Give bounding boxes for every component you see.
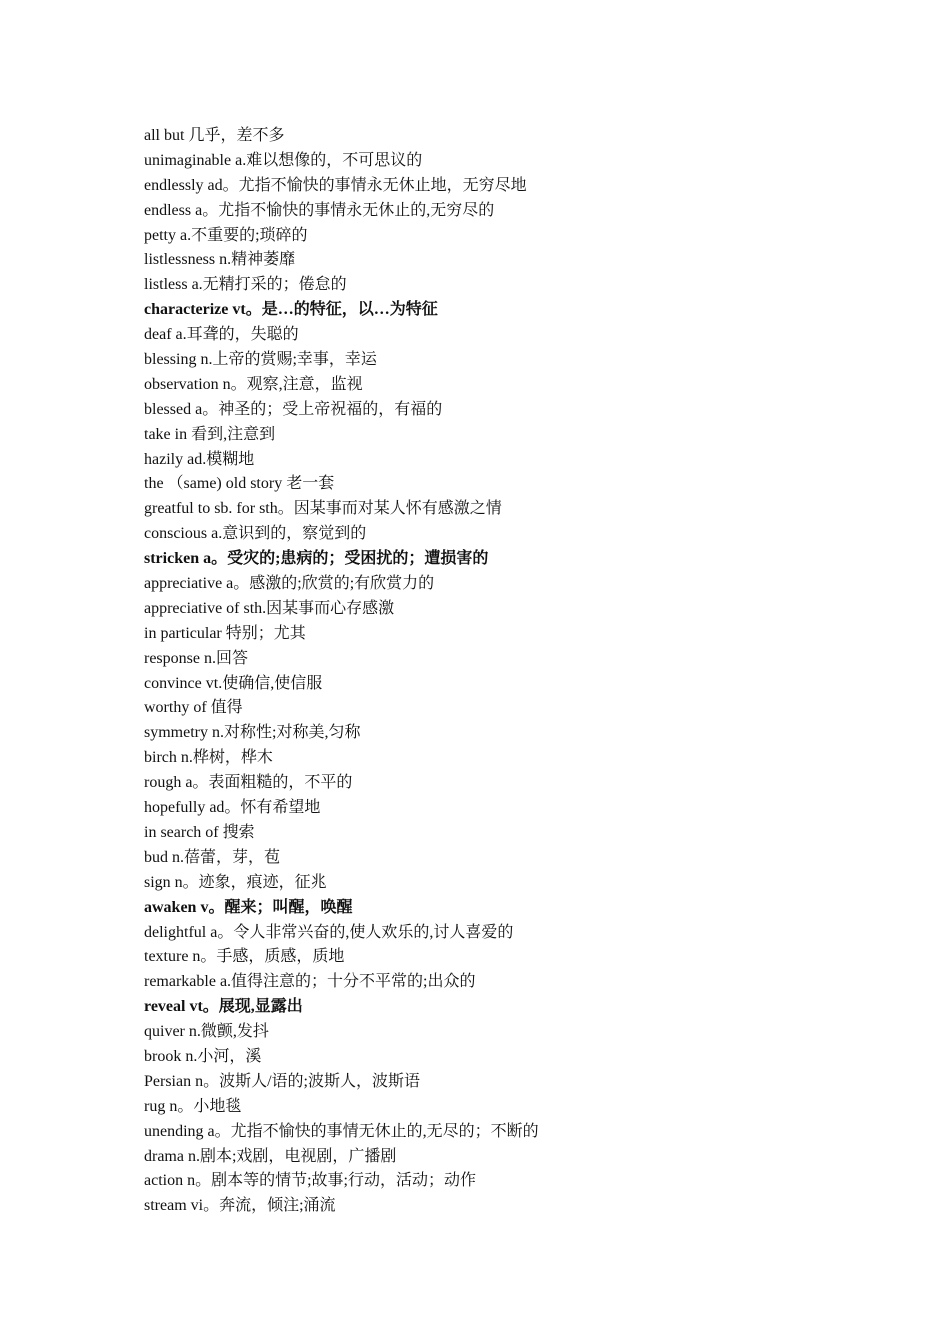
vocab-entry: reveal vt。展现,显露出 (144, 998, 303, 1016)
vocab-entry: convince vt.使确信,使信服 (144, 674, 323, 692)
vocab-entry: remarkable a.值得注意的；十分不平常的;出众的 (144, 973, 476, 991)
vocab-entry: all but 几乎，差不多 (144, 127, 285, 144)
vocab-entry: blessed a。神圣的；受上帝祝福的，有福的 (144, 400, 443, 418)
vocab-entry: bud n.蓓蕾，芽，苞 (144, 848, 281, 866)
vocab-entry: blessing n.上帝的赏赐;幸事，幸运 (144, 351, 377, 369)
vocab-entry: drama n.剧本;戏剧，电视剧，广播剧 (144, 1147, 397, 1165)
vocab-entry: endlessly ad。尤指不愉快的事情永无休止地，无穷尽地 (144, 176, 527, 194)
vocab-entry: Persian n。波斯人/语的;波斯人，波斯语 (144, 1072, 420, 1090)
vocab-entry: sign n。迹象，痕迹，征兆 (144, 873, 327, 891)
vocab-entry: the （same) old story 老一套 (144, 475, 335, 493)
vocab-entry: delightful a。令人非常兴奋的,使人欢乐的,讨人喜爱的 (144, 923, 514, 941)
vocab-entry: appreciative a。感激的;欣赏的;有欣赏力的 (144, 575, 435, 593)
vocab-entry: symmetry n.对称性;对称美,匀称 (144, 724, 361, 742)
vocab-entry: observation n。观察,注意，监视 (144, 375, 363, 393)
vocab-entry: quiver n.微颤,发抖 (144, 1023, 269, 1041)
vocab-entry: listlessness n.精神萎靡 (144, 251, 296, 269)
vocab-entry: hazily ad.模糊地 (144, 450, 255, 468)
vocab-entry: response n.回答 (144, 649, 248, 667)
vocab-entry: awaken v。醒来；叫醒，唤醒 (144, 898, 353, 916)
vocab-entry: rough a。表面粗糙的，不平的 (144, 774, 353, 792)
vocab-entry: hopefully ad。怀有希望地 (144, 799, 321, 817)
vocab-entry: worthy of 值得 (144, 699, 243, 717)
vocab-entry: characterize vt。是…的特征，以…为特征 (144, 301, 438, 319)
vocab-entry: greatful to sb. for sth。因某事而对某人怀有感激之情 (144, 500, 502, 518)
vocab-entry: petty a.不重要的;琐碎的 (144, 226, 308, 244)
vocab-entry: endless a。尤指不愉快的事情永无休止的,无穷尽的 (144, 201, 495, 219)
vocabulary-list (144, 124, 539, 1219)
vocab-entry: action n。剧本等的情节;故事;行动，活动；动作 (144, 1172, 476, 1190)
vocab-entry: stricken a。受灾的;患病的；受困扰的；遭损害的 (144, 550, 489, 568)
vocab-entry: unimaginable a.难以想像的，不可思议的 (144, 151, 423, 169)
vocab-entry: unending a。尤指不愉快的事情无休止的,无尽的；不断的 (144, 1122, 539, 1140)
vocab-entry: in search of 搜索 (144, 823, 255, 841)
vocab-entry: stream vi。奔流，倾注;涌流 (144, 1197, 336, 1215)
vocab-entry: brook n.小河，溪 (144, 1047, 262, 1065)
vocab-entry: rug n。小地毯 (144, 1097, 242, 1115)
vocab-entry: listless a.无精打采的；倦怠的 (144, 276, 347, 294)
vocab-entry: appreciative of sth.因某事而心存感激 (144, 599, 395, 617)
vocab-entry: deaf a.耳聋的，失聪的 (144, 326, 299, 344)
vocab-entry: in particular 特别；尤其 (144, 624, 306, 642)
vocab-entry: conscious a.意识到的，察觉到的 (144, 525, 367, 543)
vocab-entry: take in 看到,注意到 (144, 425, 276, 443)
vocab-entry: birch n.桦树，桦木 (144, 749, 273, 767)
vocab-entry: texture n。手感，质感，质地 (144, 948, 345, 966)
